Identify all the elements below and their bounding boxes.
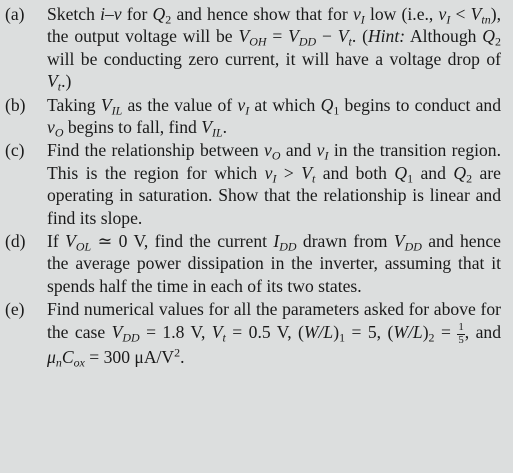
text-run: for xyxy=(121,4,153,24)
subscript: O xyxy=(54,125,64,140)
subscript: IL xyxy=(111,102,123,117)
math-symbol: V xyxy=(288,26,299,47)
part-text xyxy=(47,298,501,368)
fraction xyxy=(457,322,464,346)
problem-part xyxy=(4,94,501,139)
text-run: = 1.8 V, xyxy=(139,321,212,342)
text-run: drawn from xyxy=(296,231,394,252)
math-symbol: i xyxy=(100,4,105,24)
text-run: and xyxy=(280,140,317,161)
part-label: (d) xyxy=(5,231,26,252)
text-run: begins to fall, find xyxy=(63,117,202,138)
text-run: will be conducting zero current, it will have a voltage drop of xyxy=(47,48,501,69)
subscript: I xyxy=(446,12,451,27)
subscript: DD xyxy=(279,239,297,254)
text-run: = 0.5 V, ( xyxy=(225,321,304,342)
subscript: O xyxy=(271,148,281,163)
math-symbol: μ xyxy=(47,347,56,368)
math-symbol: W/L xyxy=(303,321,334,342)
text-run: – xyxy=(104,4,114,24)
problem-part xyxy=(4,230,501,297)
text-run: ) xyxy=(422,321,429,342)
math-symbol: W/L xyxy=(393,321,423,342)
text-run: − xyxy=(316,26,338,47)
math-symbol: V xyxy=(100,94,112,115)
subscript: t xyxy=(222,330,226,345)
text-run: > xyxy=(276,162,302,183)
math-symbol: V xyxy=(337,26,349,47)
math-symbol: Q xyxy=(152,4,166,24)
subscript: DD xyxy=(404,239,422,254)
text-run: = xyxy=(266,26,289,47)
math-symbol: V xyxy=(111,321,123,342)
text-run: and both xyxy=(315,162,395,183)
math-symbol: v xyxy=(352,4,361,24)
part-label: (b) xyxy=(5,94,26,115)
text-run: Although xyxy=(405,26,483,47)
subscript: DD xyxy=(298,34,317,49)
part-text xyxy=(47,94,501,139)
math-symbol: v xyxy=(316,140,325,161)
math-symbol: V xyxy=(211,321,223,342)
text-run: , and xyxy=(464,321,501,342)
subscript: 2 xyxy=(466,171,473,186)
subscript: t xyxy=(312,171,316,186)
subscript: I xyxy=(272,171,277,186)
text-run: ) xyxy=(333,321,340,342)
text-run: and xyxy=(413,162,454,183)
text-run: ≃ 0 V, find the current xyxy=(91,231,274,252)
math-symbol: V xyxy=(47,71,58,92)
subscript: 2 xyxy=(428,330,435,345)
subscript: I xyxy=(245,102,250,117)
math-symbol: Hint: xyxy=(367,26,406,47)
text-run: Sketch xyxy=(47,4,101,24)
math-symbol: V xyxy=(201,117,212,138)
math-symbol: Q xyxy=(394,162,408,183)
math-symbol: V xyxy=(470,4,482,24)
text-run: and hence show that for xyxy=(171,4,353,24)
text-run: ), the output voltage will be xyxy=(47,4,501,47)
subscript: 1 xyxy=(407,171,414,186)
math-symbol: Q xyxy=(453,162,467,183)
math-symbol: v xyxy=(264,140,272,161)
text-run: begins to conduct and xyxy=(339,94,502,115)
subscript: ox xyxy=(73,355,85,370)
problem-part xyxy=(4,3,501,93)
fraction-numerator: 1 xyxy=(458,321,464,334)
math-symbol: V xyxy=(393,231,405,252)
math-symbol: V xyxy=(65,231,76,252)
text-run: < xyxy=(450,4,471,24)
subscript: t xyxy=(57,79,62,94)
math-symbol: v xyxy=(113,4,122,24)
subscript: 1 xyxy=(339,330,346,345)
superscript: 2 xyxy=(174,345,181,360)
problem-part xyxy=(4,298,501,368)
text-run: are operating in saturation. Show that the relationship is linear and find its slope. xyxy=(47,162,501,228)
text-run: .) xyxy=(61,71,72,92)
math-symbol: Q xyxy=(320,94,334,115)
subscript: OH xyxy=(249,34,267,49)
part-text xyxy=(47,230,501,297)
math-symbol: v xyxy=(237,94,246,115)
problem-part xyxy=(4,139,501,229)
text-run: = xyxy=(434,321,458,342)
text-run: = 300 μA/V xyxy=(84,347,175,368)
math-symbol: V xyxy=(301,162,312,183)
text-run: . xyxy=(180,347,185,368)
subscript: IL xyxy=(212,125,223,140)
subscript: 2 xyxy=(165,12,172,27)
text-run: = 5, ( xyxy=(345,321,394,342)
text-run: and hence the average power dissipation in the inverter, assuming that it spends half the time in each of its two states. xyxy=(47,231,501,296)
subscript: tn xyxy=(481,12,491,27)
subscript: 1 xyxy=(333,102,340,117)
subscript: 2 xyxy=(495,34,501,49)
text-run: Taking xyxy=(47,94,101,115)
part-text xyxy=(47,139,501,229)
text-run: Find the relationship between xyxy=(47,140,265,161)
math-symbol: V xyxy=(238,26,250,47)
fraction-denominator: 5 xyxy=(458,333,464,346)
subscript: DD xyxy=(122,330,140,345)
text-run: at which xyxy=(249,94,321,115)
text-run: as the value of xyxy=(122,94,238,115)
math-symbol: v xyxy=(264,162,273,183)
text-run: If xyxy=(47,231,66,252)
text-run: . xyxy=(222,117,228,138)
part-text xyxy=(47,3,501,93)
math-symbol: C xyxy=(61,347,74,368)
text-run: Find numerical values for all the parameters asked for above for the case xyxy=(47,299,501,342)
math-symbol: I xyxy=(273,231,280,252)
part-label: (c) xyxy=(5,140,25,161)
subscript: OL xyxy=(75,239,92,254)
text-run: low (i.e., xyxy=(364,4,439,24)
subscript: t xyxy=(348,34,352,49)
subscript: n xyxy=(55,355,62,370)
math-symbol: Q xyxy=(482,26,495,47)
math-symbol: v xyxy=(438,4,447,24)
part-label: (a) xyxy=(5,4,25,24)
subscript: I xyxy=(324,148,329,163)
subscript: I xyxy=(360,12,365,27)
text-run: in the transition region. This is the region for which xyxy=(47,140,501,183)
part-label: (e) xyxy=(5,299,25,320)
math-symbol: v xyxy=(47,117,55,138)
text-run: . ( xyxy=(351,26,368,47)
